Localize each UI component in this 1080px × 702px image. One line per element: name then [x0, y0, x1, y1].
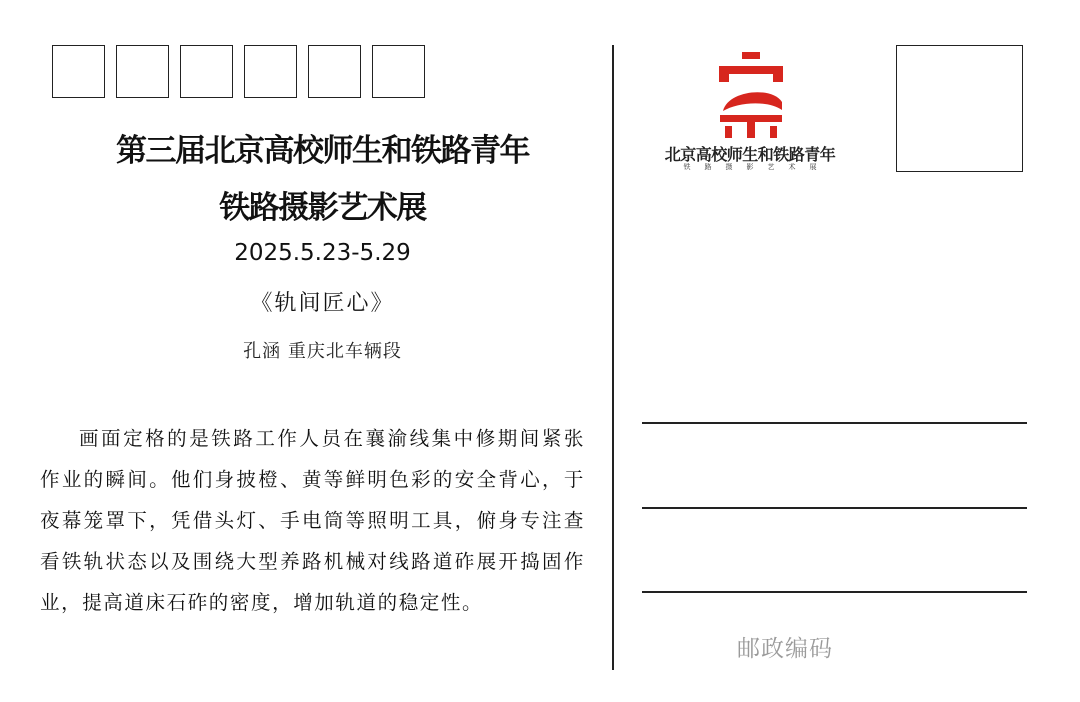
exhibition-title-line1: 第三届北京高校师生和铁路青年 — [116, 133, 529, 169]
author-credit: 孔涵 重庆北车辆段 — [243, 341, 402, 362]
zip-code-box — [52, 45, 105, 98]
logo-name: 北京高校师生和铁路青年 — [664, 145, 836, 164]
zip-code-box — [308, 45, 361, 98]
address-line — [642, 422, 1027, 424]
work-description: 画面定格的是铁路工作人员在襄渝线集中修期间紧张作业的瞬间。他们身披橙、黄等鲜明色彩的安全背心，于夜幕笼罩下，凭借头灯、手电筒等照明工具，俯身专注查看铁轨状态以及围绕大型养路机械对线路道砟展开捣固作业，提高道床石砟的密度，增加轨道的稳定性。 — [40, 427, 585, 614]
logo-subtitle: 铁路摄影艺术展 — [683, 163, 831, 171]
exhibition-dates: 2025.5.23-5.29 — [234, 240, 411, 266]
zip-code-box — [180, 45, 233, 98]
zip-code-box — [244, 45, 297, 98]
exhibition-title-line2: 铁路摄影艺术展 — [219, 190, 426, 226]
exhibition-logo — [650, 52, 850, 177]
zip-code-box — [116, 45, 169, 98]
stamp-box — [896, 45, 1023, 172]
recipient-zip-code-boxes — [52, 45, 425, 98]
railway-exhibition-logo-icon — [716, 52, 786, 138]
postcode-label: 邮政编码 — [737, 636, 833, 662]
address-line — [642, 591, 1027, 593]
work-title: 《轨间匠心》 — [250, 291, 395, 316]
address-line — [642, 507, 1027, 509]
zip-code-box — [372, 45, 425, 98]
postcard-divider — [612, 45, 614, 670]
